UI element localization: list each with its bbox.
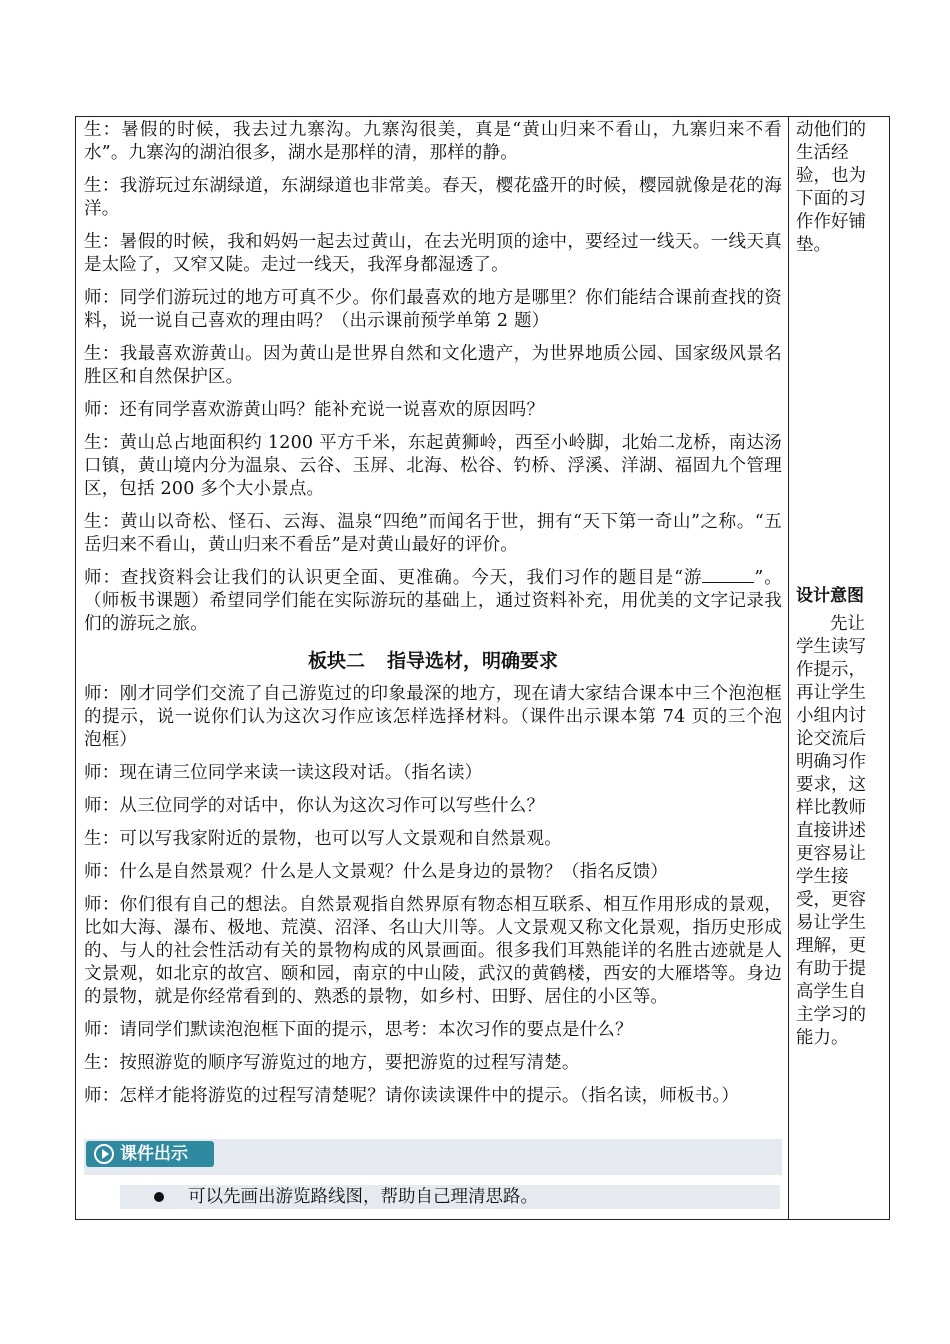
dialogue-line: 师：从三位同学的对话中，你认为这次习作可以写些什么？	[84, 796, 545, 816]
design-intent-title: 设计意图	[796, 586, 864, 606]
dialogue-line: 生：可以写我家附近的景物，也可以写人文景观和自然景观。	[84, 829, 562, 849]
courseware-tag	[86, 1141, 214, 1167]
title-blank	[702, 568, 754, 583]
lesson-table	[75, 116, 890, 1220]
dialogue-line: 师：同学们游玩过的地方可真不少。你们最喜欢的地方是哪里？你们能结合课前查找的资料，说一说自己喜欢的理由吗？（出示课前预学单第 2 题）	[84, 288, 782, 331]
section-label: 板块二	[307, 650, 365, 672]
dialogue-line: 生：按照游览的顺序写游览过的地方，要把游览的过程写清楚。	[84, 1053, 580, 1073]
teacher-summary-part-b: ”。（师板书课题）希望同学们能在实际游玩的基础上，通过资料补充，用优美的文字记录我们的游玩之旅。	[84, 568, 783, 634]
courseware-label: 课件出示	[120, 1144, 188, 1164]
bullet-dot-icon	[154, 1192, 164, 1202]
bullet-text: 可以先画出游览路线图，帮助自己理清思路。	[188, 1187, 538, 1207]
dialogue-line: 生：黄山总占地面积约 1200 平方千米，东起黄狮岭，西至小岭脚，北始二龙桥，南达汤口镇，黄山境内分为温泉、云谷、玉屏、北海、松谷、钓桥、浮溪、洋湖、福固九个管理区，包括 200 多个大小景点。	[84, 433, 782, 499]
dialogue-line: 师：刚才同学们交流了自己游览过的印象最深的地方，现在请大家结合课本中三个泡泡框的提示，说一说你们认为这次习作应该怎样选择材料。（课件出示课本第 74 页的三个泡泡框）	[84, 684, 782, 750]
dialogue-line: 师：什么是自然景观？什么是人文景观？什么是身边的景物？（指名反馈）	[84, 862, 669, 882]
section-heading	[84, 646, 782, 673]
side-column	[796, 119, 880, 257]
teacher-summary	[84, 567, 782, 636]
dialogue-line: 生：黄山以奇松、怪石、云海、温泉“四绝”而闻名于世，拥有“天下第一奇山”之称。“五岳归来不看山，黄山归来不看岳”是对黄山最好的评价。	[84, 512, 782, 555]
dialogue-line: 师：怎样才能将游览的过程写清楚呢？请你读读课件中的提示。（指名读，师板书。）	[84, 1086, 740, 1106]
play-icon	[94, 1144, 114, 1164]
teacher-summary-part-a: 师：查找资料会让我们的认识更全面、更准确。今天，我们习作的题目是“游	[84, 568, 703, 588]
dialogue-line: 生：我最喜欢游黄山。因为黄山是世界自然和文化遗产，为世界地质公园、国家级风景名胜区和自然保护区。	[84, 344, 782, 387]
dialogue-line: 师：现在请三位同学来读一读这段对话。（指名读）	[84, 763, 483, 783]
section-title: 指导选材，明确要求	[387, 650, 559, 672]
dialogue-line: 师：还有同学喜欢游黄山吗？能补充说一说喜欢的原因吗？	[84, 400, 545, 420]
dialogue-line: 师：请同学们默读泡泡框下面的提示，思考：本次习作的要点是什么？	[84, 1020, 633, 1040]
design-intent-text: 先让学生读写作提示，再让学生小组内讨论交流后明确习作要求，这样比教师直接讲述更容易让学生接受，更容易让学生理解，更有助于提高学生自主学习的能力。	[796, 614, 866, 1048]
main-column	[84, 119, 782, 1118]
column-divider	[788, 117, 789, 1219]
dialogue-line: 生：暑假的时候，我去过九寨沟。九寨沟很美，真是“黄山归来不看山，九寨归来不看水”。九寨沟的湖泊很多，湖水是那样的清，那样的静。	[84, 120, 782, 163]
side-note: 动他们的生活经验，也为下面的习作作好铺垫。	[796, 120, 866, 255]
dialogue-line: 生：我游玩过东湖绿道，东湖绿道也非常美。春天，樱花盛开的时候，樱园就像是花的海洋。	[84, 176, 782, 219]
courseware-bullet	[120, 1185, 780, 1209]
dialogue-line: 师：你们很有自己的想法。自然景观指自然界原有物态相互联系、相互作用形成的景观，比如大海、瀑布、极地、荒漠、沼泽、名山大川等。人文景观又称文化景观，指历史形成的、与人的社会性活动有关的景物构成的风景画面。很多我们耳熟能详的名胜古迹就是人文景观，如北京的故宫、颐和园，南京的中山陵，武汉的黄鹤楼，西安的大雁塔等。身边的景物，就是你经常看到的、熟悉的景物，如乡村、田野、居住的小区等。	[84, 895, 782, 1007]
dialogue-line: 生：暑假的时候，我和妈妈一起去过黄山，在去光明顶的途中，要经过一线天。一线天真是太险了，又窄又陡。走过一线天，我浑身都湿透了。	[84, 232, 782, 275]
